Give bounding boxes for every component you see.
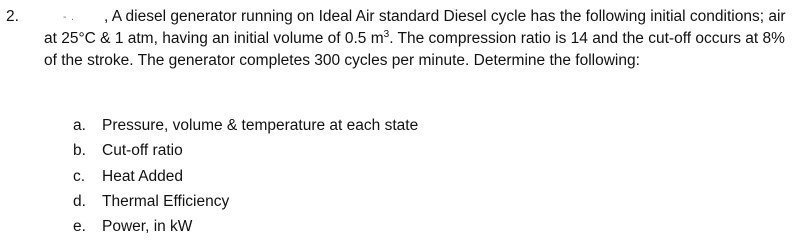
item-text: Power, in kW	[102, 218, 193, 236]
list-item	[73, 164, 418, 189]
list-item	[73, 113, 418, 138]
statement-text-part1: A diesel generator running on Ideal Air standard Diesel cycle has the following initial conditions; air at 25°C & 1 atm, having an initial volume of 0.5 m	[44, 8, 786, 48]
item-text: Cut-off ratio	[102, 142, 183, 160]
question-number: 2.	[6, 8, 19, 25]
item-text: Heat Added	[102, 167, 184, 185]
sub-question-list	[73, 113, 418, 239]
item-letter: a.	[73, 117, 86, 134]
problem-statement	[44, 6, 788, 73]
stray-mark: - .	[63, 12, 75, 23]
item-text: Pressure, volume & temperature at each state	[102, 117, 419, 134]
cubic-superscript: 3	[383, 29, 390, 41]
list-item	[73, 214, 418, 239]
item-letter: e.	[73, 218, 86, 236]
item-letter: c.	[73, 167, 86, 185]
item-text: Thermal Efficiency	[102, 192, 230, 210]
lead-comma: ,	[104, 8, 109, 25]
list-item	[73, 189, 418, 214]
statement-text-part2: . The compression ratio is 14 and the cut-off occurs at 8% of the stroke. The generator completes 300 cycles per minute. Determine the following:	[44, 30, 785, 70]
list-item	[73, 138, 418, 163]
item-letter: b.	[73, 142, 86, 160]
item-letter: d.	[73, 192, 86, 210]
